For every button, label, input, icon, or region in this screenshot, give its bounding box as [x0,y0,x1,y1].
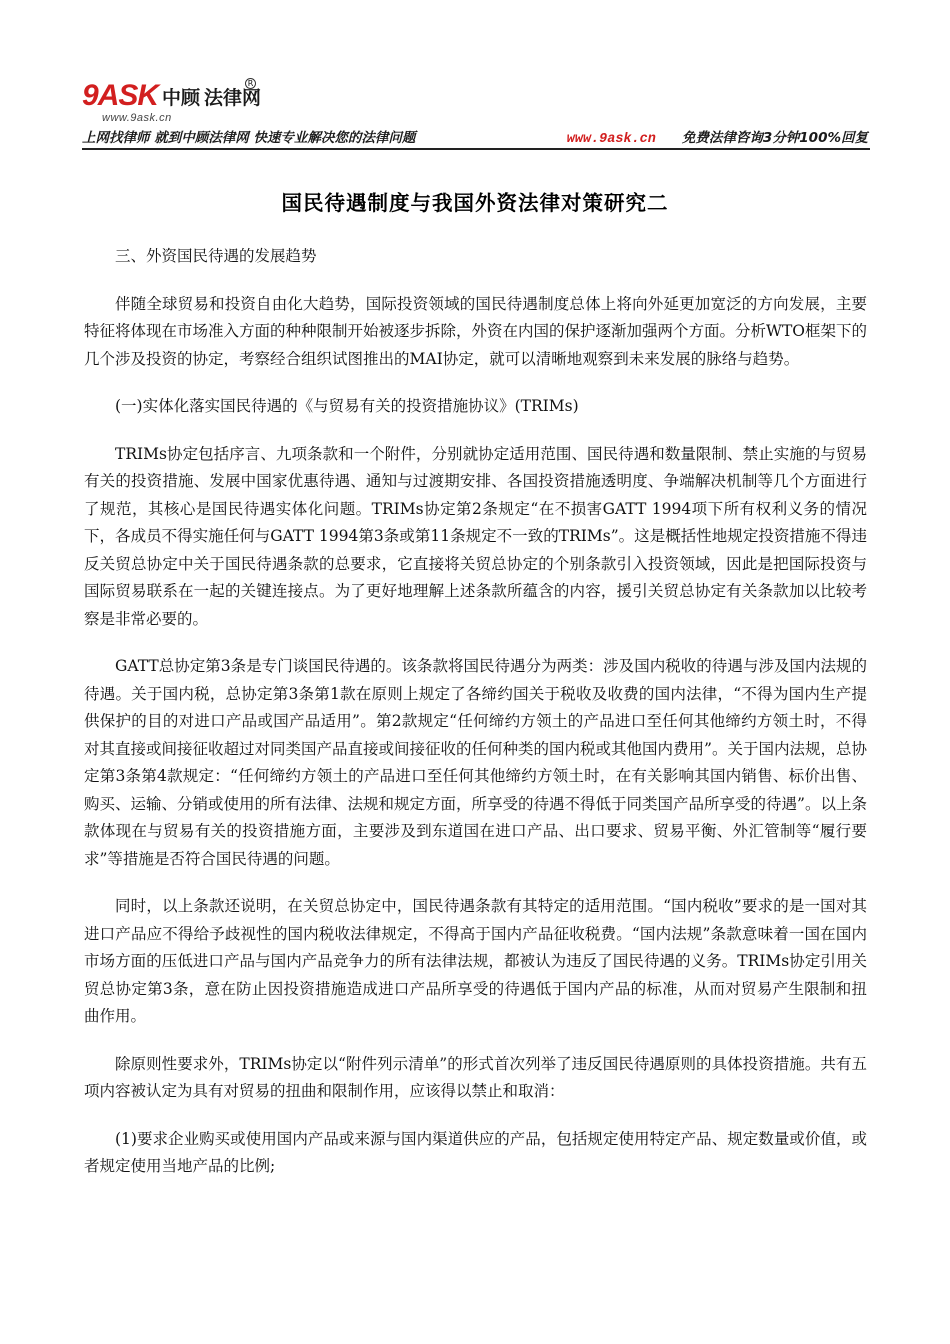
section-heading: 三、外资国民待遇的发展趋势 [115,247,317,265]
page-header [82,70,870,150]
logo-brand-name: 中顾 [162,86,201,109]
document-body [84,243,867,1201]
document-title: 国民待遇制度与我国外资法律对策研究二 [281,191,669,215]
paragraph-1: 伴随全球贸易和投资自由化大趋势，国际投资领域的国民待遇制度总体上将向外延更加宽泛的方向发展，主要特征将体现在市场准入方面的种种限制开始被逐步拆除，外资在内国的保护逐渐加强两个方面。分析WTO框架下的几个涉及投资的协定，考察经合组织试图推出的MAI协定，就可以清晰地观察到未来发展的脉络与趋势。 [84,294,867,368]
paragraph-3: GATT总协定第3条是专门谈国民待遇的。该条款将国民待遇分为两类：涉及国内税收的待遇与涉及国内法规的待遇。关于国内税，总协定第3条第1款在原则上规定了各缔约国关于税收及收费的国内法律，“不得为国内生产提供保护的目的对进口产品或国产品适用”。第2款规定“任何缔约方领土的产品进口至任何其他缔约方领土时，不得对其直接或间接征收超过对同类国产品直接或间接征收的任何种类的国内税或其他国内费用”。关于国内法规，总协定第3条第4款规定：“任何缔约方领土的产品进口至任何其他缔约方领土时，在有关影响其国内销售、标价出售、购买、运输、分销或使用的所有法律、法规和规定方面，所享受的待遇不得低于同类国产品所享受的待遇”。以上条款体现在与贸易有关的投资措施方面，主要涉及到东道国在进口产品、出口要求、贸易平衡、外汇管制等“履行要求”等措施是否符合国民待遇的问题。 [84,657,867,868]
site-logo[interactable] [82,78,261,114]
tagline-free-consult: 免费法律咨询3分钟100%回复 [681,130,868,146]
logo-url[interactable]: www.9ask.cn [102,112,172,124]
header-tagline [82,126,870,146]
logo-mark-ask: ASK [97,79,159,112]
header-divider [82,148,870,150]
logo-brand-law: 法律网 [204,86,262,109]
logo-mark-nine: 9 [82,79,98,112]
tagline-slogan: 上网找律师 就到中顾法律网 快速专业解决您的法律问题 [82,130,416,146]
tagline-right [567,126,868,147]
paragraph-6: (1)要求企业购买或使用国内产品或来源与国内渠道供应的产品，包括规定使用特定产品、规定数量或价值，或者规定使用当地产品的比例; [84,1129,867,1175]
registered-mark-icon: R [245,78,256,89]
logo-mark [82,81,158,111]
paragraph-2: TRIMs协定包括序言、九项条款和一个附件，分别就协定适用范围、国民待遇和数量限制、禁止实施的与贸易有关的投资措施、发展中国家优惠待遇、通知与过渡期安排、各国投资措施透明度、争端解决机制等几个方面进行了规范，其核心是国民待遇实体化问题。TRIMs协定第2条规定“在不损害GATT 1994项下所有权利义务的情况下，各成员不得实施任何与GATT 1994第3条或第11条规定不一致的TRIMs”。这是概括性地规定投资措施不得违反关贸总协定中关于国民待遇条款的总要求，它直接将关贸总协定的个别条款引入投资领域，因此是把国际投资与国际贸易联系在一起的关键连接点。为了更好地理解上述条款所蕴含的内容，援引关贸总协定有关条款加以比较考察是非常必要的。 [84,444,867,628]
paragraph-5: 除原则性要求外，TRIMs协定以“附件列示清单”的形式首次列举了违反国民待遇原则的具体投资措施。共有五项内容被认定为具有对贸易的扭曲和限制作用，应该得以禁止和取消： [84,1054,867,1100]
paragraph-4: 同时，以上条款还说明，在关贸总协定中，国民待遇条款有其特定的适用范围。“国内税收”要求的是一国对其进口产品应不得给予歧视性的国内税收法律规定，不得高于国内产品征收税费。“国内法规”条款意味着一国在国内市场方面的压低进口产品与国内产品竞争力的所有法律法规，都被认为违反了国民待遇的义务。TRIMs协定引用关贸总协定第3条，意在防止因投资措施造成进口产品所享受的待遇低于国内产品的标准，从而对贸易产生限制和扭曲作用。 [84,897,867,1025]
tagline-url-link[interactable]: www.9ask.cn [566,132,656,147]
subheading-trims: (一)实体化落实国民待遇的《与贸易有关的投资措施协议》(TRIMs) [115,397,579,415]
